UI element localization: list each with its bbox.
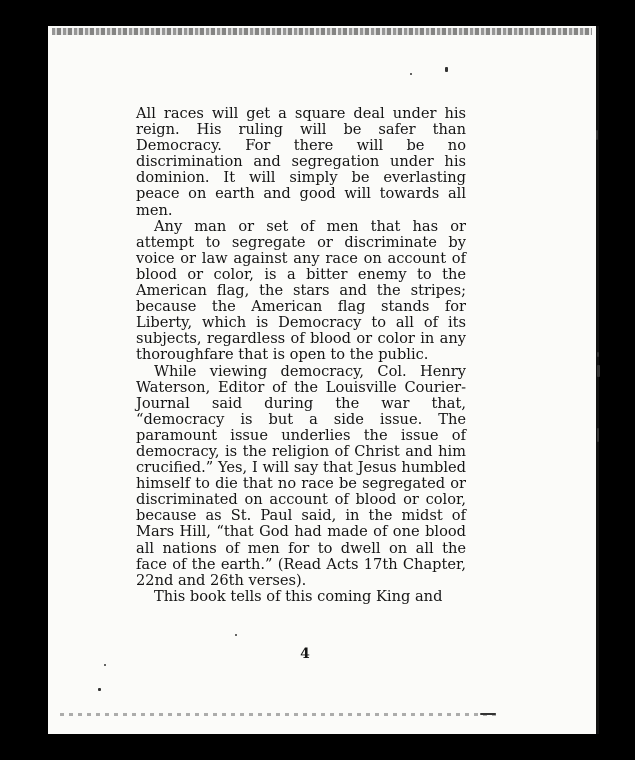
- scan-fleck: [445, 67, 448, 72]
- scan-fleck: [596, 130, 598, 140]
- bottom-edge-noise: [60, 713, 500, 716]
- page-number: 4: [300, 646, 310, 662]
- paragraph-3: While viewing democracy, Col. Henry Waterson, Editor of the Louisville Courier-Journal said during the war that, “democracy is but a side issue. The paramount issue underlies the issue of democracy, is the religion of Christ and him crucified.” Yes, I will say that Jesus humbled himself to die that no race be segregated or discriminated on account of blood or color, because as St. Paul said, in the midst of Mars Hill, “that God had made of one blood all nations of men for to dwell on all the face of the earth.” (Read Acts 17th Chapter, 22nd and 26th verses).: [136, 362, 466, 589]
- scan-fleck: [480, 713, 496, 715]
- scan-fleck: [597, 428, 599, 442]
- scan-fleck: [104, 664, 106, 666]
- scan-fleck: [98, 688, 101, 691]
- scan-fleck: [235, 634, 237, 636]
- body-text: [136, 106, 466, 605]
- scan-fleck: [597, 365, 600, 377]
- scan-fleck: [597, 352, 599, 357]
- paragraph-2: Any man or set of men that has or attempt to segregate or discriminate by voice or law against any race on account of blood or color, is a bitter enemy to the American flag, the stars and the stripes; because the American flag stands for Liberty, which is Democracy to all of its subjects, regardless of blood or color in any thoroughfare that is open to the public.: [136, 217, 466, 364]
- scan-fleck: [410, 73, 412, 75]
- paragraph-4: This book tells of this coming King and: [154, 587, 443, 605]
- torn-top-edge: [52, 28, 592, 35]
- paragraph-1: All races will get a square deal under his reign. His ruling will be safer than Democracy. For there will be no discrimination and segregation under his dominion. It will simply be everlasting peace on earth and good will towards all men.: [136, 105, 466, 219]
